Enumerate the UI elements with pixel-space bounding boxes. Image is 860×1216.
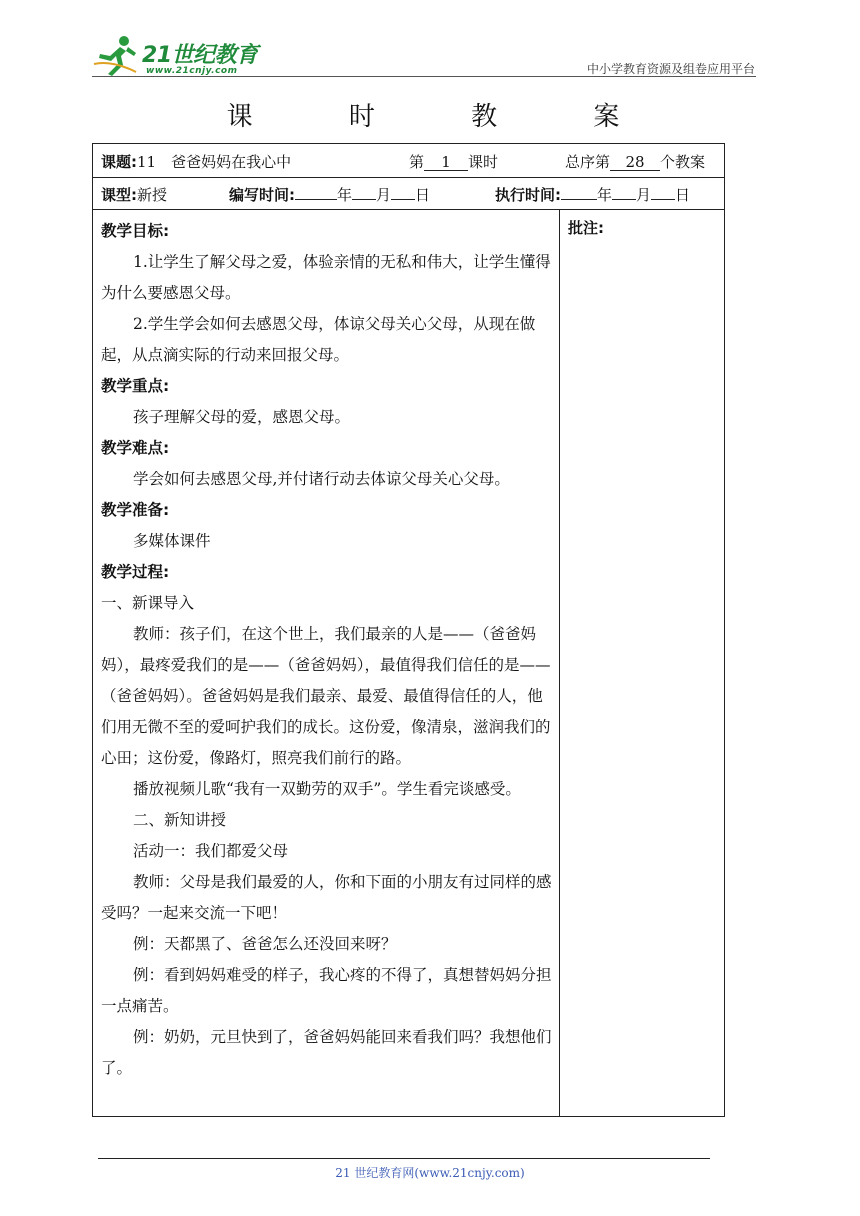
exec-time-cell <box>495 184 690 205</box>
difficulty-title: 教学难点: <box>101 439 170 457</box>
page-title: 课 时 教 案 <box>226 102 664 132</box>
total-number: 28 <box>610 154 660 171</box>
footer-text[interactable]: 21 世纪教育网(www.21cnjy.com) <box>335 1166 525 1180</box>
write-month-blank[interactable] <box>352 199 376 200</box>
prep-text: 多媒体课件 <box>133 532 211 550</box>
runner-logo-icon <box>92 34 140 78</box>
activity-1-heading: 活动一：我们都爱父母 <box>133 842 289 860</box>
write-time-cell <box>229 184 430 205</box>
footer-divider <box>98 1158 710 1159</box>
teaching-content <box>101 216 553 1084</box>
goal-2: 2.学生学会如何去感恩父母，体谅父母关心父母，从现在做起，从点滴实际的行动来回报父母。 <box>101 315 536 364</box>
paragraph-1: 教师：孩子们，在这个世上，我们最亲的人是——（爸爸妈妈），最疼爱我们的是——（爸爸妈妈），最值得我们信任的是——（爸爸妈妈）。爸爸妈妈是我们最亲、最爱、最值得信任的人，他们用无微不至的爱呵护我们的成长。这份爱，像清泉，滋润我们的心田；这份爱，像路灯，照亮我们前行的路。 <box>101 625 551 767</box>
example-2: 例：看到妈妈难受的样子，我心疼的不得了，真想替妈妈分担一点痛苦。 <box>101 966 552 1015</box>
part-2-heading: 二、新知讲授 <box>133 811 227 829</box>
write-year-label: 年 <box>337 186 353 204</box>
type-label: 课型: <box>101 186 137 204</box>
page-header <box>0 0 860 90</box>
header-divider <box>92 76 756 77</box>
total-suffix: 个教案 <box>660 153 706 171</box>
topic-row <box>93 144 724 178</box>
type-row <box>93 177 724 210</box>
write-time-label: 编写时间: <box>229 186 295 204</box>
goal-title: 教学目标: <box>101 222 170 240</box>
part-1-heading: 一、新课导入 <box>101 594 195 612</box>
platform-name: 中小学教育资源及组卷应用平台 <box>586 62 755 76</box>
paragraph-3: 教师：父母是我们最爱的人，你和下面的小朋友有过同样的感受吗？一起来交流一下吧！ <box>101 873 552 922</box>
lesson-plan-table <box>92 143 725 1117</box>
logo <box>92 34 262 78</box>
process-title: 教学过程: <box>101 563 170 581</box>
write-year-blank[interactable] <box>295 199 337 200</box>
focus-text: 孩子理解父母的爱，感恩父母。 <box>133 408 351 426</box>
exec-year-label: 年 <box>597 186 613 204</box>
exec-year-blank[interactable] <box>561 199 597 200</box>
write-day-blank[interactable] <box>391 199 415 200</box>
write-month-label: 月 <box>376 186 392 204</box>
type-cell <box>101 184 167 205</box>
example-3: 例：奶奶，元旦快到了，爸爸妈妈能回来看我们吗？我想他们了。 <box>101 1028 552 1077</box>
lesson-prefix: 第 <box>409 153 425 171</box>
exec-day-label: 日 <box>675 186 691 204</box>
example-1: 例：天都黑了、爸爸怎么还没回来呀？ <box>133 935 397 953</box>
logo-text: 21世纪教育 <box>142 43 258 68</box>
teaching-content-cell <box>93 210 560 1116</box>
topic-cell <box>101 151 291 172</box>
lesson-suffix: 课时 <box>468 153 499 171</box>
goal-1: 1.让学生了解父母之爱，体验亲情的无私和伟大，让学生懂得为什么要感恩父母。 <box>101 253 551 302</box>
logo-url: www.21cnjy.com <box>146 66 238 76</box>
exec-day-blank[interactable] <box>651 199 675 200</box>
annotation-cell <box>560 210 724 1116</box>
total-prefix: 总序第 <box>565 153 611 171</box>
total-count-cell <box>565 151 705 172</box>
prep-title: 教学准备: <box>101 501 170 519</box>
exec-time-label: 执行时间: <box>495 186 561 204</box>
exec-month-blank[interactable] <box>612 199 636 200</box>
difficulty-text: 学会如何去感恩父母,并付诸行动去体谅父母关心父母。 <box>133 470 510 488</box>
topic-label: 课题: <box>101 153 137 171</box>
annotation-label: 批注: <box>568 219 604 237</box>
exec-month-label: 月 <box>636 186 652 204</box>
lesson-count-cell <box>409 151 498 172</box>
write-day-label: 日 <box>415 186 431 204</box>
lesson-number: 1 <box>424 154 468 171</box>
paragraph-2: 播放视频儿歌“我有一双勤劳的双手”。学生看完谈感受。 <box>133 780 521 798</box>
topic-value: 11 爸爸妈妈在我心中 <box>137 153 292 171</box>
type-value: 新授 <box>137 186 168 204</box>
focus-title: 教学重点: <box>101 377 170 395</box>
